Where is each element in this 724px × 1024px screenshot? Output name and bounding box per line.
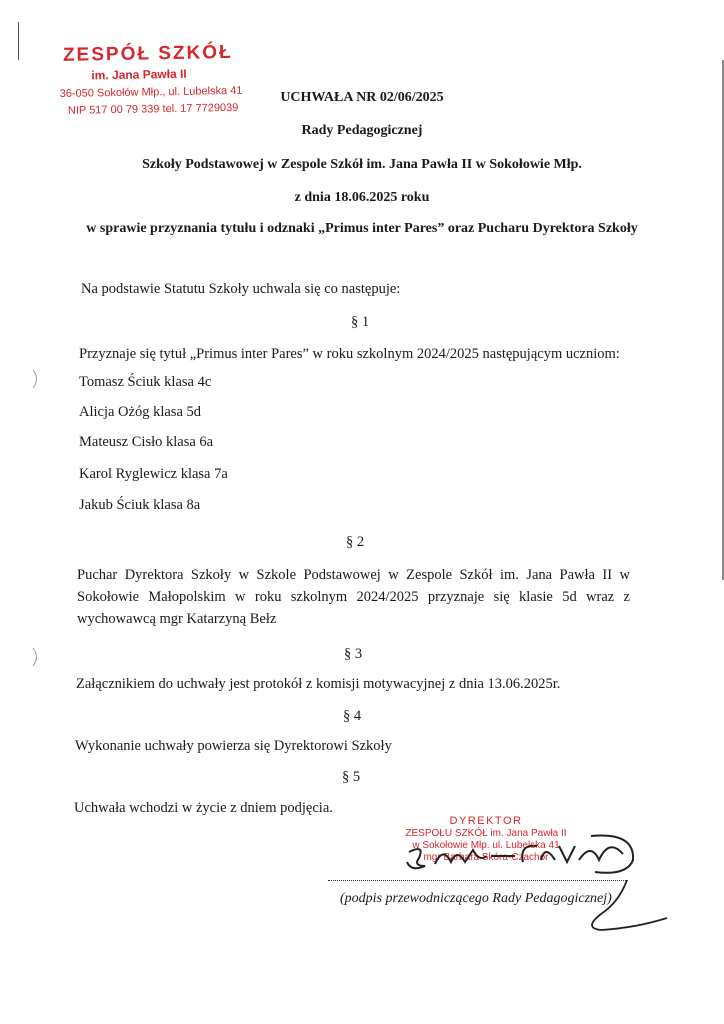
director-stamp-school: ZESPOŁU SZKÓŁ im. Jana Pawła II: [405, 828, 567, 839]
section-mark-3: § 3: [343, 646, 363, 662]
student-item: Mateusz Cisło klasa 6a: [79, 434, 214, 450]
section-mark-4: § 4: [342, 708, 362, 724]
director-stamp-name: mgr Barbara Skóra-Czachor: [423, 852, 549, 863]
stamp-school-name: ZESPÓŁ SZKÓŁ: [62, 41, 233, 66]
punch-hole-mark: [30, 646, 42, 668]
student-item: Jakub Ściuk klasa 8a: [79, 497, 201, 513]
stamp-patron: im. Jana Pawła II: [91, 66, 187, 83]
resolution-date: z dnia 18.06.2025 roku: [294, 190, 430, 205]
intro-text: Na podstawie Statutu Szkoły uchwala się co następuje:: [81, 281, 401, 297]
resolution-subject: w sprawie przyznania tytułu i odznaki „Primus inter Pares” oraz Pucharu Dyrektora Szkoły: [86, 221, 638, 236]
section-1-text: Przyznaje się tytuł „Primus inter Pares” w roku szkolnym 2024/2025 następującym uczniom:: [79, 346, 620, 362]
student-item: Alicja Ożóg klasa 5d: [79, 404, 202, 420]
school-stamp: [0, 0, 262, 130]
student-item: Karol Ryglewicz klasa 7a: [79, 466, 228, 482]
section-mark-1: § 1: [350, 314, 370, 330]
section-5-text: Uchwała wchodzi w życie z dniem podjęcia.: [74, 800, 333, 816]
section-3-text: Załącznikiem do uchwały jest protokół z komisji motywacyjnej z dnia 13.06.2025r.: [76, 676, 561, 692]
section-2-text: Puchar Dyrektora Szkoły w Szkole Podstawowej w Zespole Szkół im. Jana Pawła II w Sokołowie Małopolskim w roku szkolnym 2024/2025 przyznaje się klasie 5d wraz z wychowawcą mgr Katarzyną Bełz: [77, 567, 630, 627]
section-mark-2: § 2: [345, 534, 365, 550]
signature-caption: (podpis przewodniczącego Rady Pedagogicznej): [340, 891, 612, 906]
resolution-school: Szkoły Podstawowej w Zespole Szkół im. Jana Pawła II w Sokołowie Młp.: [142, 157, 582, 172]
section-4-text: Wykonanie uchwały powierza się Dyrektorowi Szkoły: [75, 738, 392, 754]
signature-line: [328, 874, 628, 881]
resolution-title: UCHWAŁA NR 02/06/2025: [280, 90, 444, 105]
scan-edge-mark: [722, 60, 724, 580]
director-stamp-address: w Sokołowie Młp. ul. Lubelska 41: [412, 840, 560, 851]
punch-hole-mark: [30, 368, 42, 390]
stamp-nip: NIP 517 00 79 339 tel. 17 7729039: [67, 101, 239, 117]
student-item: Tomasz Ściuk klasa 4c: [79, 374, 212, 390]
resolution-body: Rady Pedagogicznej: [301, 123, 423, 138]
director-stamp-title: DYREKTOR: [449, 815, 523, 827]
section-mark-5: § 5: [341, 769, 361, 785]
stamp-address: 36-050 Sokołów Młp., ul. Lubelska 41: [59, 84, 243, 100]
